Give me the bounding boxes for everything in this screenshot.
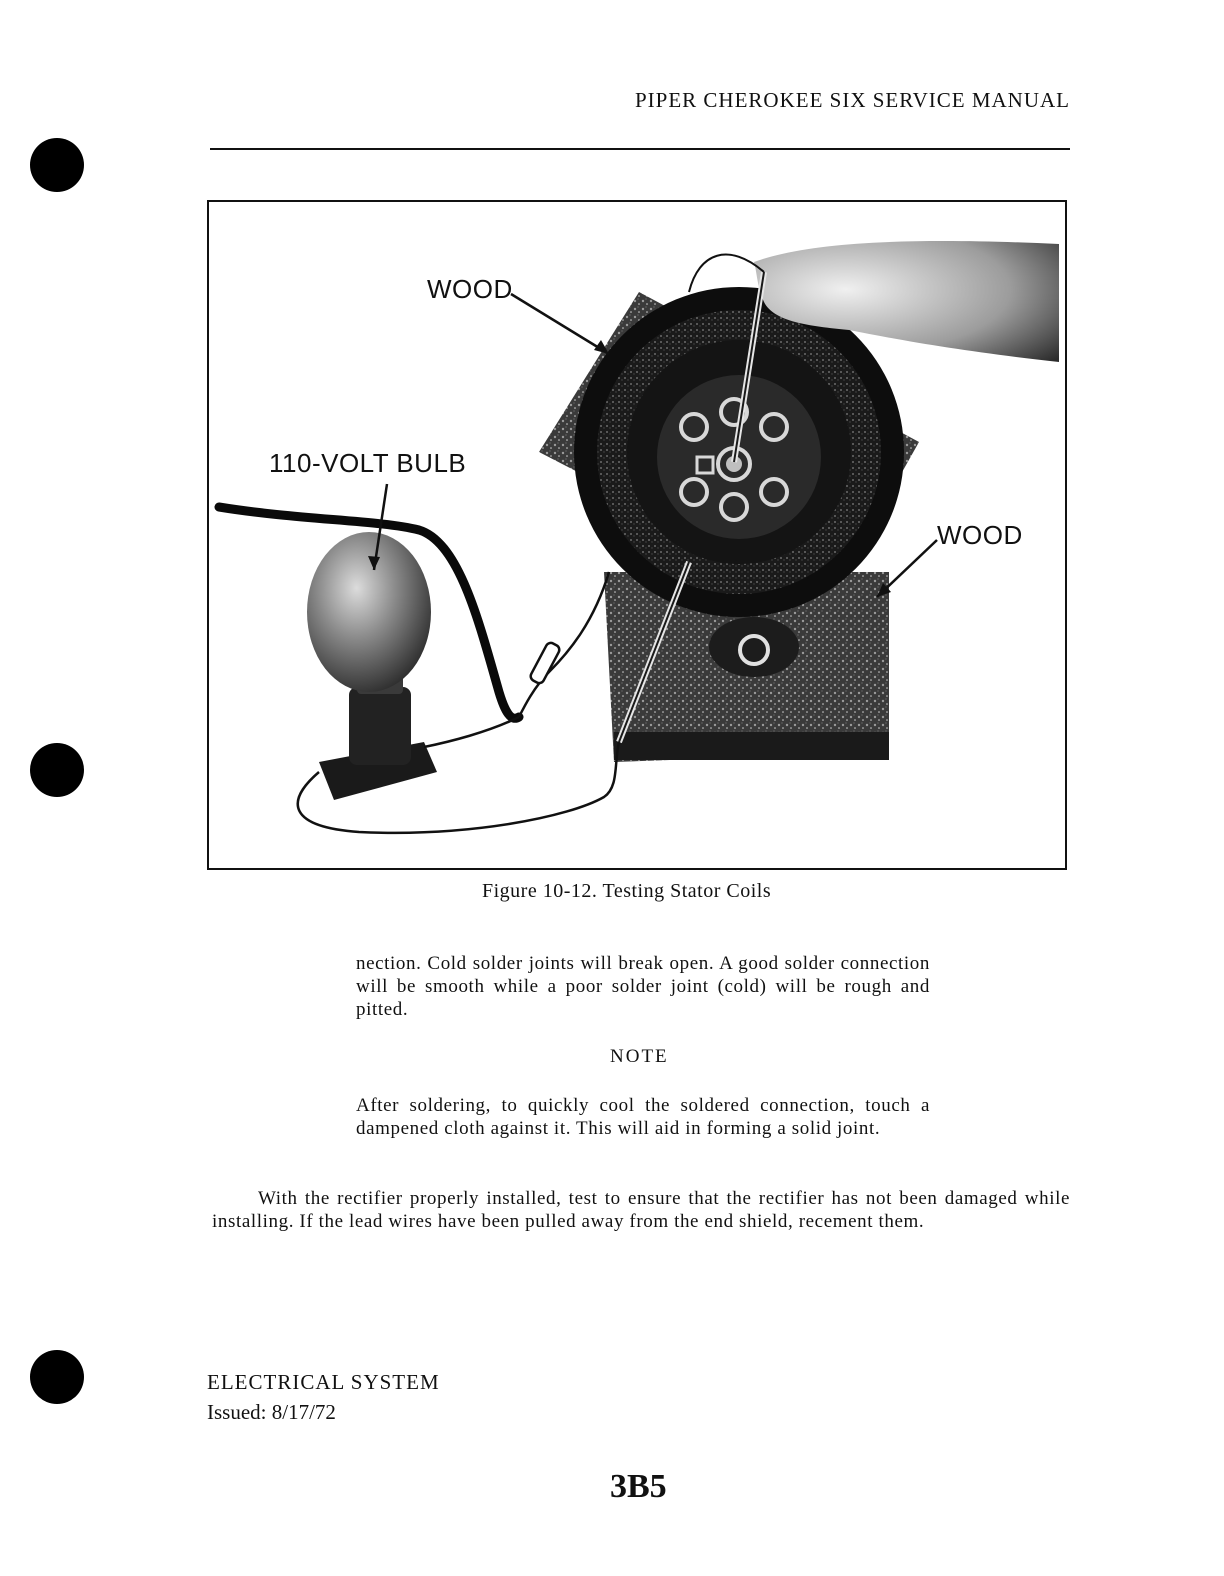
note-text: After soldering, to quickly cool the soldered connection, touch a dampened cloth against it. This will aid in forming a solid joint.	[356, 1095, 930, 1139]
figure-caption: Figure 10-12. Testing Stator Coils	[482, 880, 772, 902]
note-heading: NOTE	[610, 1046, 669, 1067]
socket-body	[349, 687, 411, 765]
header-rule	[210, 148, 1070, 150]
label-wood-right: WOOD	[937, 520, 1023, 550]
test-lead	[519, 572, 609, 717]
label-wood-top: WOOD	[427, 274, 513, 304]
punch-hole-middle	[30, 743, 84, 797]
label-110-volt-bulb: 110-VOLT BULB	[269, 448, 467, 478]
wood-block-bottom-edge	[614, 732, 889, 760]
leader-wood-top	[511, 294, 609, 354]
probe-top-lead	[689, 255, 764, 292]
footer-section-name: ELECTRICAL SYSTEM	[207, 1370, 440, 1394]
figure-10-12	[207, 200, 1067, 870]
page-number: 3B5	[610, 1468, 667, 1505]
punch-hole-bottom	[30, 1350, 84, 1404]
manual-title: PIPER CHEROKEE SIX SERVICE MANUAL	[634, 88, 1070, 112]
cord-to-socket	[424, 717, 519, 747]
paragraph-rectifier-test: With the rectifier properly installed, test to ensure that the rectifier has not been damaged while installing. If the lead wires have been pulled away from the end shield, recement them.	[212, 1188, 1070, 1232]
bulb-glass	[307, 532, 431, 692]
footer-issued-date: Issued: 8/17/72	[207, 1400, 336, 1424]
paragraph-solder-joints: nection. Cold solder joints will break open. A good solder connection will be smooth while a poor solder joint (cold) will be rough and pitted.	[356, 953, 930, 1020]
punch-hole-top	[30, 138, 84, 192]
bearing-lug	[709, 617, 799, 677]
